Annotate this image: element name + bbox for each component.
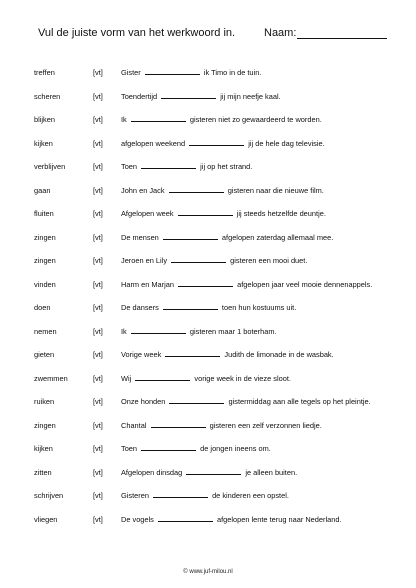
sentence [121, 467, 297, 478]
sentence [121, 396, 371, 407]
sentence-end: gisteren een zelf verzonnen liedje. [209, 420, 322, 430]
sentence-end: de kinderen een opstel. [212, 491, 289, 500]
sentence-start: Wij [121, 373, 132, 383]
sentence-start: Gister [121, 68, 141, 77]
exercise-list [0, 65, 416, 535]
answer-blank[interactable] [169, 397, 224, 404]
exercise-row [0, 159, 416, 183]
sentence-end: gisteren naar die nieuwe film. [227, 185, 324, 195]
exercise-row [0, 488, 416, 512]
exercise-row [0, 300, 416, 324]
sentence-end: gisteren maar 1 boterham. [189, 326, 277, 336]
verb-infinitive: zitten [34, 467, 52, 477]
exercise-row [0, 65, 416, 89]
sentence [121, 443, 271, 454]
sentence [121, 138, 325, 149]
tense-tag: [vt] [93, 138, 103, 148]
verb-infinitive: zingen [34, 232, 56, 242]
tense-tag: [vt] [93, 326, 103, 336]
sentence-start: Chantal [121, 420, 147, 430]
footer-credit: © www.juf-milou.nl [183, 569, 233, 575]
tense-tag: [vt] [93, 303, 103, 312]
sentence [121, 91, 281, 102]
sentence-end: jij de hele dag televisie. [248, 138, 325, 148]
sentence-start: De vogels [121, 514, 154, 524]
verb-infinitive: gaan [34, 185, 51, 195]
sentence [121, 490, 289, 501]
verb-infinitive: schrijven [34, 491, 64, 500]
sentence-start: Toen [121, 444, 138, 453]
sentence-end: afgelopen lente terug naar Nederland. [217, 514, 342, 524]
sentence [121, 373, 291, 384]
sentence [121, 514, 342, 525]
tense-tag: [vt] [93, 467, 103, 477]
exercise-row [0, 183, 416, 207]
sentence [121, 326, 277, 337]
answer-blank[interactable] [153, 491, 208, 498]
worksheet-header [38, 27, 388, 43]
sentence-end: de jongen ineens om. [200, 444, 271, 453]
sentence-end: afgelopen zaterdag allemaal mee. [221, 232, 334, 242]
tense-tag: [vt] [93, 420, 103, 430]
verb-infinitive: zwemmen [34, 373, 68, 383]
sentence-start: Afgelopen week [121, 209, 174, 218]
exercise-row [0, 324, 416, 348]
sentence [121, 255, 307, 266]
name-label: Naam: [264, 27, 297, 39]
sentence [121, 67, 261, 78]
sentence [121, 349, 334, 360]
tense-tag: [vt] [93, 232, 103, 242]
sentence-start: De mensen [121, 232, 159, 242]
verb-infinitive: kijken [34, 444, 53, 453]
tense-tag: [vt] [93, 373, 103, 383]
answer-blank[interactable] [141, 444, 196, 451]
verb-infinitive: zingen [34, 420, 56, 430]
sentence-end: Judith de limonade in de wasbak. [224, 350, 334, 359]
answer-blank[interactable] [131, 327, 186, 334]
verb-infinitive: scheren [34, 91, 61, 101]
sentence-end: je alleen buiten. [245, 467, 298, 477]
tense-tag: [vt] [93, 279, 103, 289]
sentence-end: vorige week in de vieze sloot. [194, 373, 291, 383]
sentence-end: gisteren een mooi duet. [230, 256, 308, 265]
answer-blank[interactable] [165, 350, 220, 357]
exercise-row [0, 230, 416, 254]
exercise-row [0, 136, 416, 160]
sentence-start: Gisteren [121, 491, 149, 500]
sentence [121, 420, 322, 431]
sentence-start: Onze honden [121, 397, 166, 406]
tense-tag: [vt] [93, 185, 103, 195]
answer-blank[interactable] [141, 162, 196, 169]
sentence-start: Jeroen en Lily [121, 256, 168, 265]
exercise-row [0, 394, 416, 418]
sentence-start: Harm en Marjan [121, 279, 174, 289]
sentence-end: jij mijn neefje kaal. [220, 91, 281, 101]
verb-infinitive: nemen [34, 326, 57, 336]
sentence-start: Vorige week [121, 350, 162, 359]
sentence-end: gistermiddag aan alle tegels op het pleintje. [228, 397, 371, 406]
verb-infinitive: vliegen [34, 514, 58, 524]
sentence-start: Ik [121, 326, 127, 336]
answer-blank[interactable] [158, 515, 213, 522]
verb-infinitive: treffen [34, 68, 55, 77]
exercise-row [0, 441, 416, 465]
sentence [121, 114, 322, 125]
exercise-row [0, 465, 416, 489]
sentence-end: jij steeds hetzelfde deuntje. [236, 209, 326, 218]
sentence-end: afgelopen jaar veel mooie dennenappels. [237, 279, 373, 289]
sentence [121, 208, 326, 219]
answer-blank[interactable] [163, 233, 218, 240]
sentence-start: Afgelopen dinsdag [121, 467, 183, 477]
name-blank-line[interactable] [297, 38, 387, 39]
tense-tag: [vt] [93, 350, 103, 359]
exercise-row [0, 112, 416, 136]
exercise-row [0, 89, 416, 113]
tense-tag: [vt] [93, 91, 103, 101]
tense-tag: [vt] [93, 209, 103, 218]
verb-infinitive: blijken [34, 115, 55, 124]
tense-tag: [vt] [93, 444, 103, 453]
sentence-start: Toendertijd [121, 91, 158, 101]
answer-blank[interactable] [161, 92, 216, 99]
answer-blank[interactable] [135, 374, 190, 381]
sentence-start: De dansers [121, 303, 159, 312]
exercise-row [0, 512, 416, 536]
tense-tag: [vt] [93, 162, 103, 171]
sentence-end: ik Timo in de tuin. [203, 68, 262, 77]
sentence-end: toen hun kostuums uit. [221, 303, 297, 312]
answer-blank[interactable] [178, 209, 233, 216]
verb-infinitive: fluiten [34, 209, 54, 218]
verb-infinitive: vinden [34, 279, 56, 289]
answer-blank[interactable] [151, 421, 206, 428]
sentence-end: gisteren niet zo gewaardeerd te worden. [189, 115, 322, 124]
tense-tag: [vt] [93, 256, 103, 265]
sentence-start: Toen [121, 162, 138, 171]
verb-infinitive: ruiken [34, 397, 55, 406]
answer-blank[interactable] [131, 115, 186, 122]
sentence [121, 232, 333, 243]
sentence [121, 185, 324, 196]
verb-infinitive: doen [34, 303, 51, 312]
exercise-row [0, 418, 416, 442]
exercise-row [0, 206, 416, 230]
verb-infinitive: zingen [34, 256, 56, 265]
answer-blank[interactable] [189, 139, 244, 146]
sentence [121, 302, 296, 313]
tense-tag: [vt] [93, 397, 103, 406]
sentence [121, 161, 252, 172]
answer-blank[interactable] [171, 256, 226, 263]
tense-tag: [vt] [93, 68, 103, 77]
verb-infinitive: kijken [34, 138, 53, 148]
sentence [121, 279, 372, 290]
tense-tag: [vt] [93, 491, 103, 500]
exercise-row [0, 347, 416, 371]
answer-blank[interactable] [169, 186, 224, 193]
tense-tag: [vt] [93, 514, 103, 524]
answer-blank[interactable] [178, 280, 233, 287]
tense-tag: [vt] [93, 115, 103, 124]
exercise-row [0, 277, 416, 301]
sentence-start: Ik [121, 115, 127, 124]
verb-infinitive: gieten [34, 350, 55, 359]
sentence-start: John en Jack [121, 185, 165, 195]
exercise-row [0, 253, 416, 277]
exercise-row [0, 371, 416, 395]
sentence-end: jij op het strand. [200, 162, 253, 171]
answer-blank[interactable] [186, 468, 241, 475]
answer-blank[interactable] [145, 68, 200, 75]
sentence-start: afgelopen weekend [121, 138, 186, 148]
verb-infinitive: verblijven [34, 162, 66, 171]
answer-blank[interactable] [163, 303, 218, 310]
worksheet-title: Vul de juiste vorm van het werkwoord in. [38, 27, 236, 39]
